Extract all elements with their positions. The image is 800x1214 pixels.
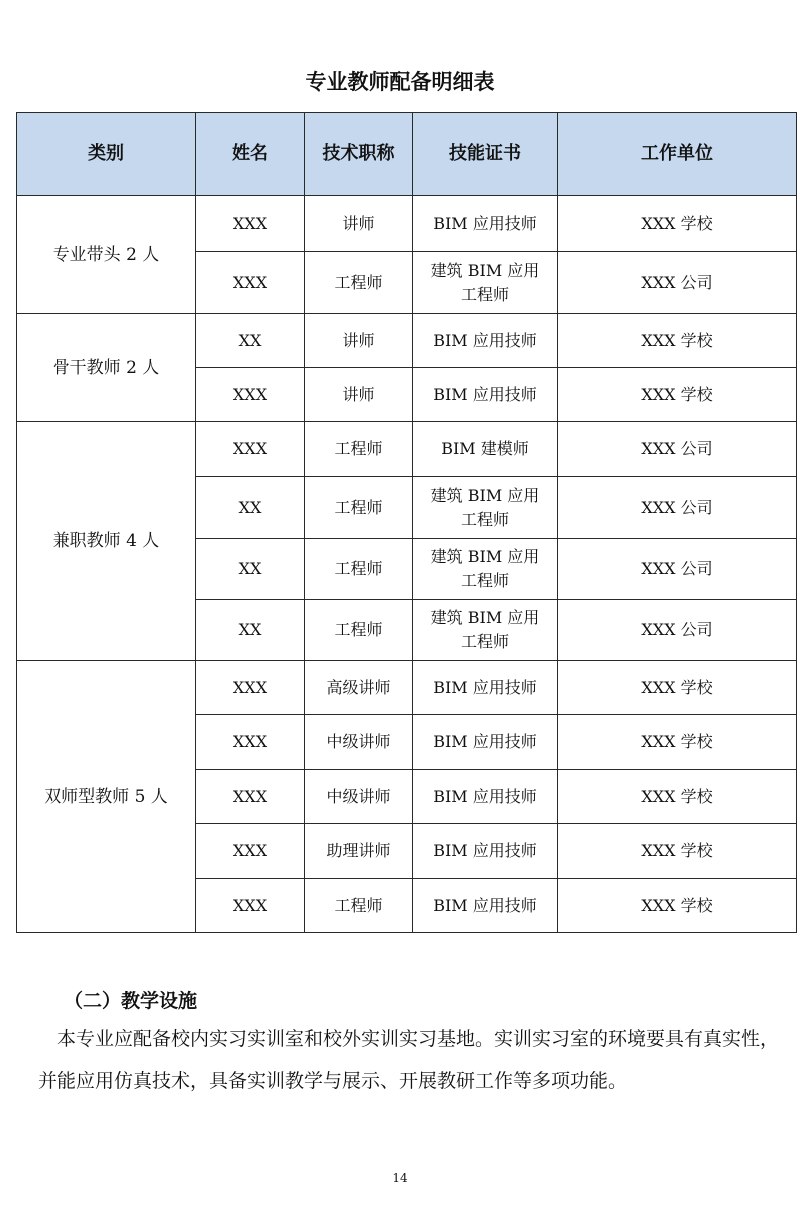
certificate-cell: BIM 应用技师	[413, 196, 558, 252]
name-cell: XX	[196, 477, 305, 539]
header-skill-certificate: 技能证书	[413, 113, 558, 196]
certificate-cell: BIM 建模师	[413, 422, 558, 477]
technical-title-cell: 工程师	[305, 422, 413, 477]
certificate-cell: BIM 应用技师	[413, 314, 558, 368]
work-unit-cell: XXX 学校	[558, 715, 797, 770]
work-unit-cell: XXX 公司	[558, 600, 797, 661]
teacher-staffing-table	[16, 112, 797, 933]
certificate-cell: 建筑 BIM 应用 工程师	[413, 477, 558, 539]
category-cell: 骨干教师 2 人	[17, 314, 196, 422]
work-unit-cell: XXX 公司	[558, 252, 797, 314]
category-cell: 兼职教师 4 人	[17, 422, 196, 661]
name-cell: XXX	[196, 422, 305, 477]
name-cell: XXX	[196, 661, 305, 715]
work-unit-cell: XXX 学校	[558, 314, 797, 368]
table-header-row	[17, 113, 797, 196]
technical-title-cell: 中级讲师	[305, 770, 413, 824]
name-cell: XX	[196, 539, 305, 600]
work-unit-cell: XXX 公司	[558, 477, 797, 539]
technical-title-cell: 工程师	[305, 252, 413, 314]
work-unit-cell: XXX 学校	[558, 824, 797, 879]
table-row	[17, 196, 797, 252]
work-unit-cell: XXX 公司	[558, 539, 797, 600]
certificate-cell: 建筑 BIM 应用 工程师	[413, 600, 558, 661]
technical-title-cell: 工程师	[305, 879, 413, 933]
work-unit-cell: XXX 公司	[558, 422, 797, 477]
technical-title-cell: 高级讲师	[305, 661, 413, 715]
table-row	[17, 661, 797, 715]
work-unit-cell: XXX 学校	[558, 196, 797, 252]
work-unit-cell: XXX 学校	[558, 661, 797, 715]
work-unit-cell: XXX 学校	[558, 879, 797, 933]
name-cell: XXX	[196, 252, 305, 314]
table-title: 专业教师配备明细表	[305, 70, 495, 94]
header-technical-title: 技术职称	[305, 113, 413, 196]
technical-title-cell: 讲师	[305, 196, 413, 252]
technical-title-cell: 工程师	[305, 600, 413, 661]
category-cell: 双师型教师 5 人	[17, 661, 196, 933]
certificate-cell: BIM 应用技师	[413, 715, 558, 770]
name-cell: XXX	[196, 715, 305, 770]
certificate-cell: 建筑 BIM 应用 工程师	[413, 539, 558, 600]
name-cell: XXX	[196, 824, 305, 879]
header-work-unit: 工作单位	[558, 113, 797, 196]
section-paragraph: 本专业应配备校内实习实训室和校外实训实习基地。实训实习室的环境要具有真实性，并能应用仿真技术，具备实训教学与展示、开展教研工作等多项功能。	[38, 1028, 780, 1092]
name-cell: XX	[196, 600, 305, 661]
header-category: 类别	[17, 113, 196, 196]
certificate-cell: 建筑 BIM 应用 工程师	[413, 252, 558, 314]
technical-title-cell: 工程师	[305, 539, 413, 600]
name-cell: XX	[196, 314, 305, 368]
table-row	[17, 422, 797, 477]
technical-title-cell: 讲师	[305, 314, 413, 368]
section-heading: （二）教学设施	[64, 990, 198, 1012]
certificate-cell: BIM 应用技师	[413, 368, 558, 422]
technical-title-cell: 中级讲师	[305, 715, 413, 770]
technical-title-cell: 工程师	[305, 477, 413, 539]
name-cell: XXX	[196, 879, 305, 933]
name-cell: XXX	[196, 770, 305, 824]
work-unit-cell: XXX 学校	[558, 368, 797, 422]
certificate-cell: BIM 应用技师	[413, 824, 558, 879]
table-row	[17, 314, 797, 368]
name-cell: XXX	[196, 368, 305, 422]
work-unit-cell: XXX 学校	[558, 770, 797, 824]
category-cell: 专业带头 2 人	[17, 196, 196, 314]
header-name: 姓名	[196, 113, 305, 196]
technical-title-cell: 助理讲师	[305, 824, 413, 879]
technical-title-cell: 讲师	[305, 368, 413, 422]
name-cell: XXX	[196, 196, 305, 252]
certificate-cell: BIM 应用技师	[413, 661, 558, 715]
page-number: 14	[392, 1171, 408, 1185]
certificate-cell: BIM 应用技师	[413, 770, 558, 824]
table-body	[17, 196, 797, 933]
certificate-cell: BIM 应用技师	[413, 879, 558, 933]
